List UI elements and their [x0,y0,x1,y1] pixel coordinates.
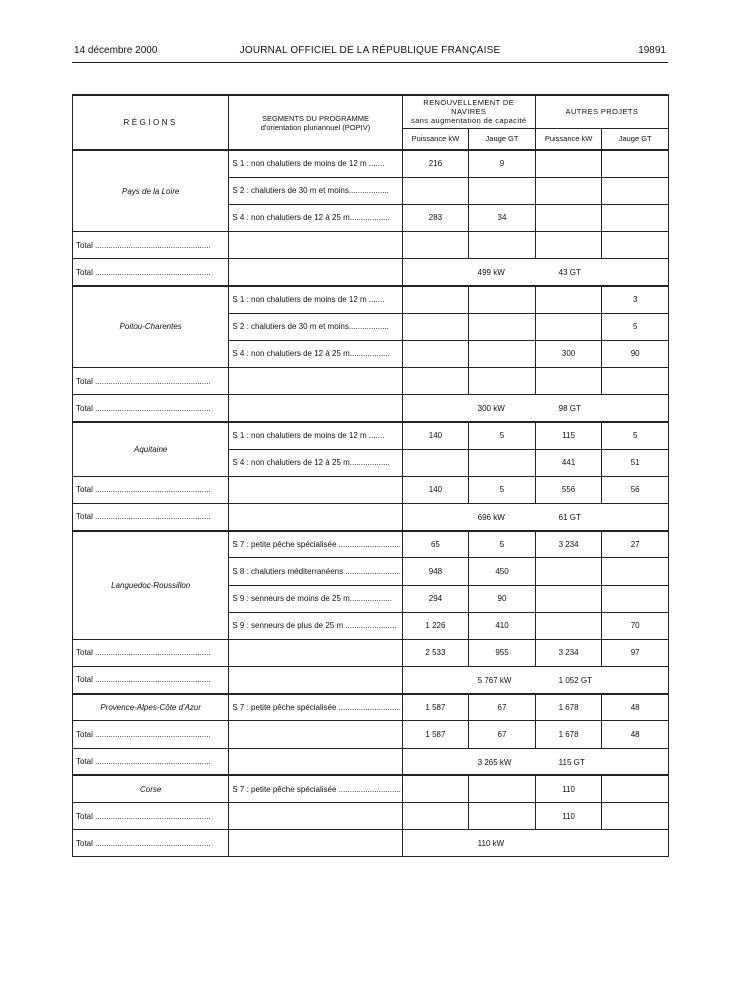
total-segment-cell [229,830,402,857]
renewal-gt-cell [469,286,536,313]
other-kw-cell: 110 [535,775,602,802]
other-kw-cell: 1 678 [535,694,602,721]
subtotal-renewal-kw [402,232,469,259]
subtotal-renewal-kw [402,368,469,395]
other-gt-cell: 70 [602,612,669,639]
subtotal-other-gt [602,803,669,830]
total-gt: 43 GT [558,268,581,278]
table-row [73,639,669,666]
table-row [73,422,669,449]
other-gt-cell [602,177,669,204]
subtotal-other-gt [602,232,669,259]
segment-label: S 1 : non chalutiers de moins de 12 m ....... [229,150,402,177]
renewal-kw-cell [402,449,469,476]
segment-label: S 7 : petite pêche spécialisée ............................ [229,531,402,558]
renewal-gt-cell: 450 [469,558,536,585]
subtotal-segment-cell [229,368,402,395]
other-gt-cell: 3 [602,286,669,313]
total-gt: 98 GT [558,404,581,414]
table-row [73,476,669,503]
renewal-gt-cell: 34 [469,204,536,231]
segment-label: S 1 : non chalutiers de moins de 12 m ....... [229,286,402,313]
subtotal-other-kw: 3 234 [535,639,602,666]
segment-label: S 9 : senneurs de plus de 25 m ....................... [229,612,402,639]
segment-label: S 2 : chalutiers de 30 m et moins.................. [229,177,402,204]
region-name: Poitou-Charentes [73,286,229,368]
header-date: 14 décembre 2000 [74,45,158,56]
subtotal-label: Total .................................................... [73,368,229,395]
renewal-gt-cell: 410 [469,612,536,639]
renewal-kw-cell [402,313,469,340]
subtotal-other-kw [535,368,602,395]
table-row [73,830,669,857]
table-row [73,232,669,259]
other-kw-cell [535,286,602,313]
segment-label: S 1 : non chalutiers de moins de 12 m ....... [229,422,402,449]
total-kw: 300 kW [477,404,505,414]
total-summary [402,748,668,775]
table-row [73,775,669,802]
other-kw-cell [535,150,602,177]
renewal-kw-cell: 1 226 [402,612,469,639]
region-name: Provence-Alpes-Côte d'Azur [73,694,229,721]
subtotal-other-kw [535,232,602,259]
renewal-gt-cell: 67 [469,694,536,721]
segment-label: S 4 : non chalutiers de 12 à 25 m.................. [229,204,402,231]
total-kw: 3 265 kW [477,757,512,767]
subtotal-renewal-gt: 67 [469,721,536,748]
total-segment-cell [229,259,402,286]
total-summary [402,667,668,694]
subtotal-other-kw: 556 [535,476,602,503]
subtotal-renewal-gt [469,232,536,259]
total-label: Total .................................................... [73,830,229,857]
renewal-kw-cell: 65 [402,531,469,558]
region-name: Languedoc-Roussillon [73,531,229,640]
table-row [73,748,669,775]
table-body [73,150,669,857]
renewal-gt-cell: 5 [469,531,536,558]
segment-label: S 2 : chalutiers de 30 m et moins.................. [229,313,402,340]
header-regions: RÉGIONS [73,95,229,150]
header-renewal [402,95,535,128]
header-renewal-line2: sans augmentation de capacité [411,116,527,126]
renewal-gt-cell: 5 [469,422,536,449]
total-kw: 499 kW [477,268,505,278]
other-kw-cell [535,313,602,340]
table-row [73,503,669,530]
other-gt-cell: 51 [602,449,669,476]
header-title: JOURNAL OFFICIEL DE LA RÉPUBLIQUE FRANÇAISE [239,45,501,56]
subtotal-segment-cell [229,721,402,748]
subtotal-other-gt: 48 [602,721,669,748]
table-row [73,368,669,395]
subtotal-other-gt: 56 [602,476,669,503]
page-header [72,44,668,63]
segment-label: S 4 : non chalutiers de 12 à 25 m.................. [229,340,402,367]
total-label: Total .................................................... [73,259,229,286]
table-row [73,721,669,748]
other-gt-cell [602,204,669,231]
renewal-kw-cell: 948 [402,558,469,585]
other-gt-cell [602,585,669,612]
segment-label: S 8 : chalutiers méditerranéens ......................... [229,558,402,585]
total-gt: 1 052 GT [558,676,593,686]
table-row [73,395,669,422]
subtotal-other-kw: 110 [535,803,602,830]
subtotal-renewal-kw: 2 533 [402,639,469,666]
total-label: Total .................................................... [73,503,229,530]
subtotal-renewal-gt: 5 [469,476,536,503]
region-name: Aquitaine [73,422,229,476]
other-kw-cell [535,612,602,639]
subtotal-renewal-gt [469,368,536,395]
total-label: Total .................................................... [73,748,229,775]
total-gt: 61 GT [558,512,581,522]
total-segment-cell [229,667,402,694]
subtotal-renewal-gt: 955 [469,639,536,666]
subtotal-segment-cell [229,639,402,666]
total-kw: 696 kW [477,512,505,522]
renewal-kw-cell [402,340,469,367]
region-name: Corse [73,775,229,802]
subtotal-label: Total .................................................... [73,639,229,666]
header-other-gt: Jauge GT [602,128,669,150]
renewal-kw-cell: 283 [402,204,469,231]
header-renewal-kw: Puissance kW [402,128,469,150]
subtotal-label: Total .................................................... [73,232,229,259]
other-kw-cell [535,558,602,585]
segment-label: S 7 : petite pêche spécialisée ............................ [229,694,402,721]
subtotal-other-gt [602,368,669,395]
renewal-gt-cell: 9 [469,150,536,177]
other-kw-cell [535,585,602,612]
header-renewal-gt: Jauge GT [469,128,536,150]
subtotal-label: Total .................................................... [73,721,229,748]
total-label: Total .................................................... [73,395,229,422]
total-summary [402,395,668,422]
header-other-kw: Puissance kW [535,128,602,150]
other-kw-cell [535,204,602,231]
other-gt-cell [602,775,669,802]
header-renewal-line1: RENOUVELLEMENT DE NAVIRES [423,98,515,117]
renewal-kw-cell: 1 587 [402,694,469,721]
header-page-number: 19891 [638,45,666,56]
renewal-kw-cell: 140 [402,422,469,449]
total-summary [402,503,668,530]
other-kw-cell: 300 [535,340,602,367]
table-row [73,803,669,830]
header-other-projects: AUTRES PROJETS [535,95,668,128]
renewal-gt-cell [469,313,536,340]
renewal-gt-cell [469,449,536,476]
other-gt-cell [602,150,669,177]
total-kw: 5 767 kW [477,676,512,686]
total-segment-cell [229,395,402,422]
subtotal-renewal-kw: 140 [402,476,469,503]
other-kw-cell: 441 [535,449,602,476]
other-kw-cell: 115 [535,422,602,449]
other-gt-cell: 5 [602,422,669,449]
subtotal-label: Total .................................................... [73,803,229,830]
renewal-gt-cell [469,340,536,367]
total-segment-cell [229,503,402,530]
subtotal-label: Total .................................................... [73,476,229,503]
total-segment-cell [229,748,402,775]
renewal-kw-cell [402,775,469,802]
subtotal-segment-cell [229,476,402,503]
header-segments-line2: d'orientation pluriannuel (POPIV) [260,122,371,132]
total-kw: 110 kW [477,839,505,849]
renewal-kw-cell [402,286,469,313]
fleet-renewal-table [72,94,669,857]
table-row [73,531,669,558]
header-segments-line1: SEGMENTS DU PROGRAMME [261,113,370,123]
subtotal-segment-cell [229,803,402,830]
subtotal-renewal-kw: 1 587 [402,721,469,748]
table-row [73,259,669,286]
renewal-gt-cell: 90 [469,585,536,612]
total-label: Total .................................................... [73,667,229,694]
other-gt-cell: 48 [602,694,669,721]
total-summary [402,259,668,286]
other-kw-cell [535,177,602,204]
renewal-gt-cell [469,177,536,204]
header-segments [229,95,402,150]
other-gt-cell: 5 [602,313,669,340]
segment-label: S 4 : non chalutiers de 12 à 25 m.................. [229,449,402,476]
table-row [73,694,669,721]
subtotal-renewal-gt [469,803,536,830]
segment-label: S 9 : senneurs de moins de 25 m................... [229,585,402,612]
renewal-gt-cell [469,775,536,802]
segment-label: S 7 : petite pêche spécialisée ............................ [229,775,402,802]
other-gt-cell: 27 [602,531,669,558]
total-summary [402,830,668,857]
total-gt: 115 GT [558,757,585,767]
subtotal-renewal-kw [402,803,469,830]
subtotal-other-kw: 1 678 [535,721,602,748]
subtotal-segment-cell [229,232,402,259]
renewal-kw-cell: 216 [402,150,469,177]
table-row [73,667,669,694]
renewal-kw-cell: 294 [402,585,469,612]
other-gt-cell: 90 [602,340,669,367]
table-row [73,286,669,313]
renewal-kw-cell [402,177,469,204]
table-row [73,150,669,177]
region-name: Pays de la Loire [73,150,229,232]
other-kw-cell: 3 234 [535,531,602,558]
subtotal-other-gt: 97 [602,639,669,666]
other-gt-cell [602,558,669,585]
